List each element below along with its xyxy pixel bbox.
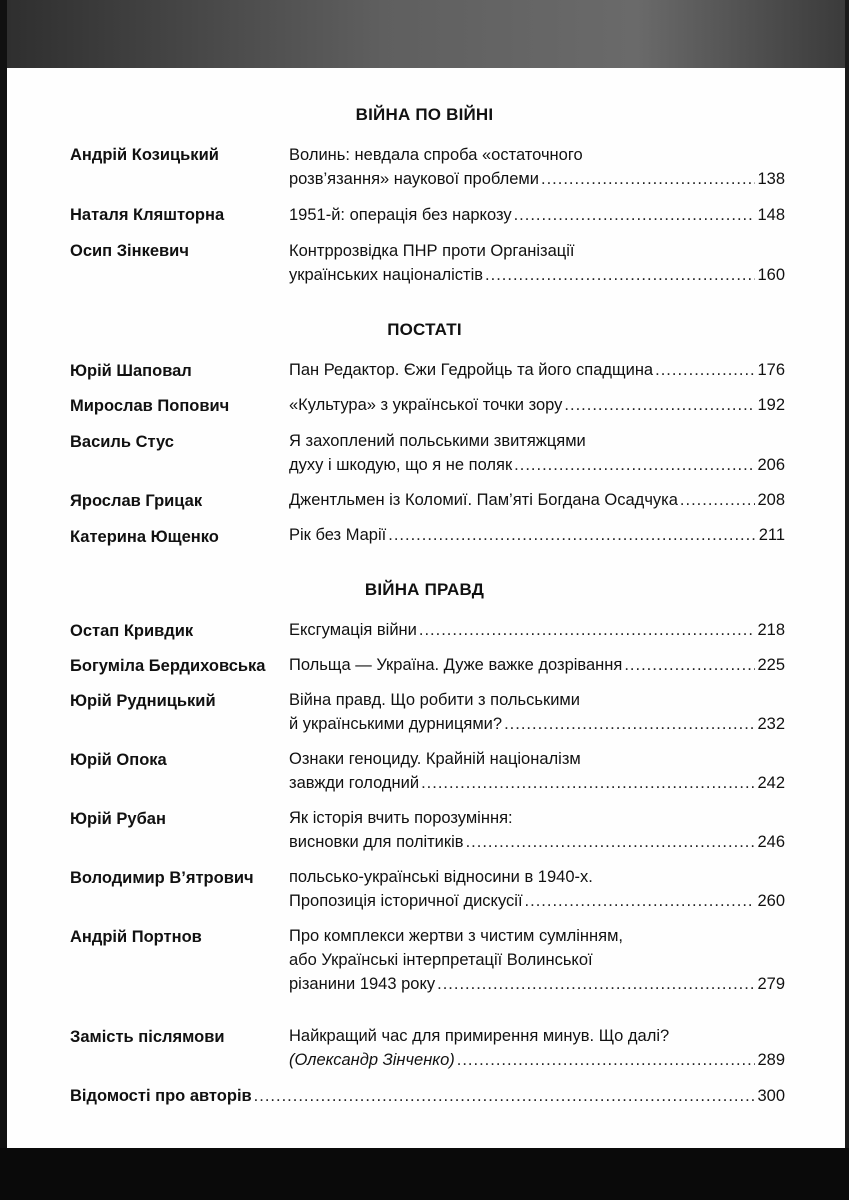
toc-title: Про комплекси жертви з чистим сумлінням, або Українські інтерпретації Волинської різанини 1943 року ..... 279 <box>289 924 785 996</box>
toc-author: Мирослав Попович <box>70 397 230 415</box>
page-number: 242 <box>757 774 785 792</box>
leader-dots <box>485 263 755 287</box>
toc-title: польсько-українські відносини в 1940-х. Пропозиція історичної дискусії ..... 260 <box>289 865 785 913</box>
toc-title: Війна правд. Що робити з польськими й українськими дурницями? ..... 232 <box>289 688 785 736</box>
page-number: 208 <box>757 491 785 509</box>
toc-author: Юрій Опока <box>70 751 167 769</box>
toc-author: Юрій Шаповал <box>70 362 192 380</box>
page-number: 138 <box>757 170 785 188</box>
leader-dots <box>419 618 756 642</box>
section-heading: ВІЙНА ПО ВІЙНІ <box>355 105 494 124</box>
scan-left-edge <box>0 0 7 1200</box>
toc-title: Ексгумація війни ..... 218 <box>289 618 785 642</box>
leader-dots <box>421 771 755 795</box>
toc-title: Джентльмен із Коломиї. Пам’яті Богдана Осадчука ..... 208 <box>289 488 785 512</box>
page-number: 160 <box>757 266 785 284</box>
toc-author: Наталя Кляшторна <box>70 206 225 224</box>
leader-dots <box>388 523 756 547</box>
page-number: 232 <box>757 715 785 733</box>
leader-dots <box>624 653 755 677</box>
toc-author: Ярослав Грицак <box>70 492 203 510</box>
section-heading: ПОСТАТІ <box>387 320 462 339</box>
toc-author: Катерина Ющенко <box>70 528 219 546</box>
leader-dots <box>541 167 755 191</box>
toc-title: Волинь: невдала спроба «остаточного розв’язання» наукової проблеми ..... 138 <box>289 143 785 191</box>
toc-author: Остап Кривдик <box>70 622 194 640</box>
toc-title: Контррозвідка ПНР проти Організації українських націоналістів ..... 160 <box>289 239 785 287</box>
toc-title: Ознаки геноциду. Крайній націоналізм завжди голодний ..... 242 <box>289 747 785 795</box>
toc-author: Осип Зінкевич <box>70 242 189 260</box>
page-number: 279 <box>757 975 785 993</box>
leader-dots <box>457 1048 756 1072</box>
leader-dots <box>504 712 755 736</box>
leader-dots <box>680 488 756 512</box>
page-number: 260 <box>757 892 785 910</box>
leader-dots <box>254 1084 756 1108</box>
toc-author: Володимир В’ятрович <box>70 869 254 887</box>
leader-dots <box>525 889 756 913</box>
toc-author: Василь Стус <box>70 433 174 451</box>
page-number: 192 <box>757 396 785 414</box>
toc-author: Богуміла Бердиховська <box>70 657 266 675</box>
leader-dots <box>466 830 756 854</box>
page-number: 218 <box>757 621 785 639</box>
toc-title: 1951-й: операція без наркозу ..... 148 <box>289 203 785 227</box>
page-number: 211 <box>758 526 785 544</box>
scan-top-band <box>0 0 849 68</box>
leader-dots <box>514 453 755 477</box>
page-number: 289 <box>757 1051 785 1069</box>
section-heading: ВІЙНА ПРАВД <box>364 580 485 599</box>
toc-author: Андрій Портнов <box>70 928 202 946</box>
afterword-title: Найкращий час для примирення минув. Що далі? (Олександр Зінченко) ..... 289 <box>289 1024 785 1072</box>
toc-title: Рік без Марії ..... 211 <box>289 523 785 547</box>
toc-author: Андрій Козицький <box>70 146 219 164</box>
leader-dots <box>655 358 755 382</box>
page-number: 225 <box>757 656 785 674</box>
leader-dots <box>514 203 756 227</box>
toc-title: Польща — Україна. Дуже важке дозрівання ..... 225 <box>289 653 785 677</box>
page-number: 206 <box>757 456 785 474</box>
scan-bottom-band <box>0 1148 849 1200</box>
toc-author: Юрій Рубан <box>70 810 166 828</box>
about-authors-row <box>70 1084 785 1108</box>
toc-title: Пан Редактор. Єжи Гедройць та його спадщина ..... 176 <box>289 358 785 382</box>
toc-author: Юрій Рудницький <box>70 692 216 710</box>
page-number: 246 <box>757 833 785 851</box>
toc-title: Я захоплений польськими звитяжцями духу і шкодую, що я не поляк ..... 206 <box>289 429 785 477</box>
page-number: 300 <box>757 1087 785 1105</box>
toc-title: Як історія вчить порозуміння: висновки для політиків ..... 246 <box>289 806 785 854</box>
page-number: 176 <box>757 361 785 379</box>
leader-dots <box>437 972 755 996</box>
toc-title: «Культура» з української точки зору ..... 192 <box>289 393 785 417</box>
page-number: 148 <box>757 206 785 224</box>
leader-dots <box>564 393 755 417</box>
about-authors-label: Відомості про авторів <box>70 1087 252 1105</box>
afterword-label: Замість післямови <box>70 1028 225 1046</box>
scan-right-edge <box>845 0 849 1200</box>
